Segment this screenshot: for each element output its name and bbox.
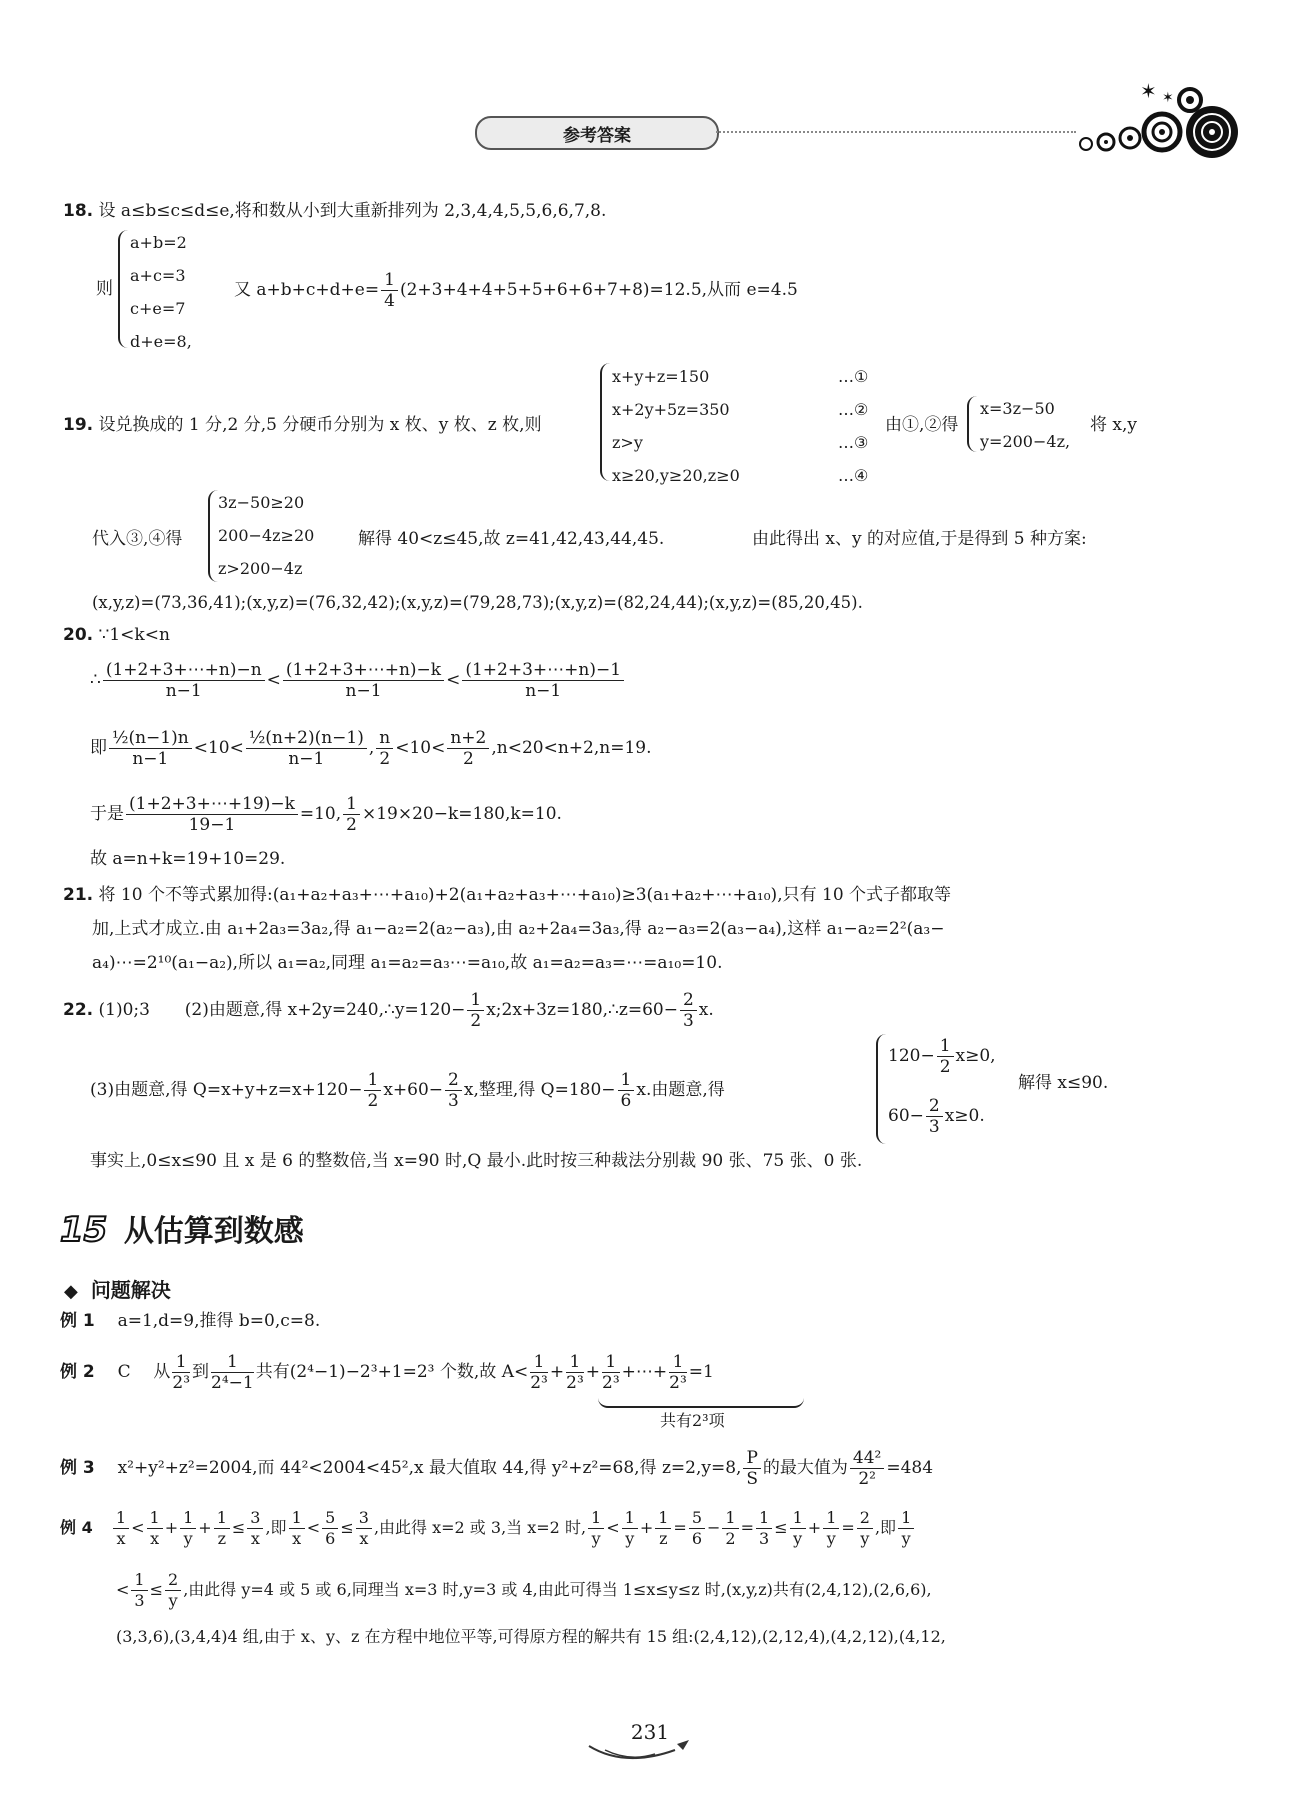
fraction: $\frac{P}{S}$ bbox=[743, 1448, 760, 1489]
example-4-line3: (3,3,6),(3,4,4)4 组,由于 x、y、z 在方程中地位平等,可得原方程的解共有 15 组:(2,4,12),(2,12,4),(4,2,12),(4,12, bbox=[116, 1627, 946, 1646]
fraction: $\frac{1}{2}$ bbox=[343, 794, 360, 835]
fraction: $\frac{1}{\text{2³}}$ bbox=[566, 1352, 584, 1393]
fraction: $\frac{1}{x}$ bbox=[113, 1508, 129, 1549]
q18-brace bbox=[118, 230, 128, 348]
q19-solve: 解得 40<z≤45,故 z=41,42,43,44,45. bbox=[358, 529, 665, 549]
fraction: $\frac{1}{y}$ bbox=[898, 1508, 914, 1549]
q22-line1: 22. (1)0;3 (2)由题意,得 x+2y=240,∴y=120− $\frac{1}{2}$ x;2x+3z=180,∴z=60− $\frac{2}{3}$ x. bbox=[63, 990, 714, 1031]
fraction: $\frac{1}{x}$ bbox=[147, 1508, 163, 1549]
q20-line4: 于是 $\frac{(1+2+3+\cdots+19)-k}{19-1}$ =10, $\frac{1}{2}$ ×19×20−k=180,k=10. bbox=[90, 794, 562, 835]
math-text: + bbox=[164, 1518, 179, 1537]
q21-line2: 加,上式才成立.由 a₁+2a₃=3a₂,得 a₁−a₂=2(a₂−a₃),由 a₂+2a₄=3a₃,得 a₂−a₃=2(a₃−a₄),这样 a₁−a₂=2²(a₃− bbox=[92, 919, 945, 939]
fraction: $\frac{2}{3}$ bbox=[680, 990, 697, 1031]
fraction: $\frac{2}{3}$ bbox=[445, 1070, 462, 1111]
q19-lead2: 代入③,④得 bbox=[92, 529, 183, 549]
fraction: $\frac{1}{y}$ bbox=[180, 1508, 196, 1549]
q20-line2: ∴ $\frac{(1+2+3+\cdots+n)-n}{n-1}$ < $\frac{(1+2+3+\cdots+n)-k}{n-1}$ < $\frac{(1+2+3+\cdots+n)-1}{n-1}$ bbox=[90, 660, 626, 701]
fraction: $\frac{1}{y}$ bbox=[622, 1508, 638, 1549]
fraction: $\frac{1}{3}$ bbox=[756, 1508, 772, 1549]
math-text: + bbox=[807, 1518, 822, 1537]
math-text: − bbox=[707, 1518, 721, 1537]
q22-brace bbox=[876, 1034, 886, 1144]
math-text: = bbox=[841, 1518, 855, 1537]
fraction: $\frac{1}{2}$ bbox=[722, 1508, 738, 1549]
fraction: $\frac{1}{y}$ bbox=[790, 1508, 806, 1549]
fraction: $\frac{1}{z}$ bbox=[655, 1508, 671, 1549]
q20-line3: 即 $\frac{\text{½(n−1)n}}{n-1}$ <10< $\frac{\text{½(n+2)(n−1)}}{n-1}$ , $\frac{n}{2}$ <10< $\frac{n+2}{2}$ ,n<20<n+2,n=19. bbox=[90, 728, 652, 769]
q19-system3: 3z−50≥20 200−4z≥20 z>200−4z bbox=[218, 493, 315, 578]
fraction: $\frac{2}{y}$ bbox=[857, 1508, 873, 1549]
math-text: ,即 bbox=[265, 1518, 287, 1537]
q22-ineq2: 60− $\frac{2}{3}$ x≥0. bbox=[888, 1096, 985, 1137]
example-4-line2: < $\frac{1}{3}$ ≤ $\frac{2}{y}$ ,由此得 y=4 或 5 或 6,同理当 x=3 时,y=3 或 4,由此可得当 1≤x≤y≤z 时,(x,y,z)共有(2,4,12),(2,6,6), bbox=[116, 1570, 932, 1610]
q19-answer: (x,y,z)=(73,36,41);(x,y,z)=(76,32,42);(x,y,z)=(79,28,73);(x,y,z)=(82,24,44);(x,y,z)=(85,20,45). bbox=[92, 593, 863, 612]
fraction: $\frac{\text{½(n+2)(n−1)}}{n-1}$ bbox=[246, 728, 367, 769]
q19-tags: …① …② …③ …④ bbox=[838, 367, 869, 485]
q19-mid: 由①,②得 bbox=[885, 415, 959, 435]
math-text: < bbox=[306, 1518, 321, 1537]
q19-intro: 19. 设兑换成的 1 分,2 分,5 分硬币分别为 x 枚、y 枚、z 枚,则 bbox=[63, 415, 542, 435]
math-text: = bbox=[673, 1518, 687, 1537]
section-heading bbox=[60, 1206, 304, 1250]
underbrace bbox=[598, 1392, 804, 1408]
q22-solve: 解得 x≤90. bbox=[1018, 1073, 1109, 1093]
q20-last: 故 a=n+k=19+10=29. bbox=[90, 849, 286, 869]
q18-lead: 则 bbox=[96, 279, 113, 299]
q21-line1: 21. 将 10 个不等式累加得:(a₁+a₂+a₃+⋯+a₁₀)+2(a₁+a₂+a₃+⋯+a₁₀)≥3(a₁+a₂+⋯+a₁₀),只有 10 个式子都取等 bbox=[63, 885, 952, 905]
math-text: < bbox=[606, 1518, 620, 1537]
diamond-bullet-icon: ◆ bbox=[64, 1281, 78, 1302]
math-text: ≤ bbox=[774, 1518, 788, 1537]
svg-text:✶: ✶ bbox=[1140, 79, 1157, 103]
fraction: $\frac{2}{3}$ bbox=[926, 1096, 943, 1137]
fraction: $\frac{1}{y}$ bbox=[588, 1508, 604, 1549]
fraction: $\frac{1}{2}$ bbox=[467, 990, 484, 1031]
page-number: 231 bbox=[630, 1720, 670, 1744]
math-text: + bbox=[639, 1518, 654, 1537]
fraction: $\frac{1}{\text{2³}}$ bbox=[602, 1352, 620, 1393]
q19-brace bbox=[600, 363, 610, 481]
fraction: $\frac{1}{x}$ bbox=[289, 1508, 305, 1549]
example-2: 例 2 C 从 $\frac{1}{\text{2³}}$ 到 $\frac{1}{\text{2⁴−1}}$ 共有(2⁴−1)−2³+1=2³ 个数,故 A< $\frac{1}{\text{2³}}$ + $\frac{1}{\text{2³}}$ + $\frac{1}{\text{2³}}$ +⋯+ $\frac{1}{\text{2³}}$ =1 bbox=[60, 1352, 714, 1393]
fraction: $\frac{2}{y}$ bbox=[165, 1570, 181, 1611]
q19-tail: 将 x,y bbox=[1090, 415, 1137, 435]
example-1: 例 1 a=1,d=9,推得 b=0,c=8. bbox=[60, 1311, 321, 1331]
math-text: ,由此得 x=2 或 3,当 x=2 时, bbox=[373, 1518, 587, 1537]
decorative-circles-icon bbox=[1070, 70, 1250, 165]
math-text: ,即 bbox=[874, 1518, 897, 1537]
fraction: $\frac{1}{\text{2³}}$ bbox=[669, 1352, 687, 1393]
fraction: $\frac{5}{6}$ bbox=[322, 1508, 338, 1549]
fraction: $\frac{1}{\text{2³}}$ bbox=[530, 1352, 548, 1393]
q19-solve2: 由此得出 x、y 的对应值,于是得到 5 种方案: bbox=[752, 529, 1087, 549]
fraction: $\frac{1}{\text{2³}}$ bbox=[172, 1352, 191, 1393]
header-title-text: 参考答案 bbox=[563, 125, 631, 146]
fraction: $\frac{1}{\text{2⁴−1}}$ bbox=[211, 1352, 254, 1393]
q20-line1: 20. ∵1<k<n bbox=[63, 625, 170, 645]
section-title: 从估算到数感 bbox=[123, 1214, 304, 1249]
fraction: $\frac{5}{6}$ bbox=[689, 1508, 705, 1549]
fraction: $\frac{n+2}{2}$ bbox=[447, 728, 489, 769]
example-3: 例 3 x²+y²+z²=2004,而 44²<2004<45²,x 最大值取 44,得 y²+z²=68,得 z=2,y=8, $\frac{P}{S}$ 的最大值为 $\frac{\text{44²}}{\text{2²}}$ =484 bbox=[60, 1448, 934, 1489]
fraction: $\frac{\text{½(n−1)n}}{n-1}$ bbox=[109, 728, 192, 769]
fraction: $\frac{1}{4}$ bbox=[381, 270, 398, 311]
underbrace-label: 共有2³项 bbox=[660, 1411, 725, 1430]
fraction: $\frac{(1+2+3+\cdots+n)-k}{n-1}$ bbox=[283, 660, 444, 701]
q22-ineq1: 120− $\frac{1}{2}$ x≥0, bbox=[888, 1036, 996, 1077]
q18-intro: 18. 设 a≤b≤c≤d≤e,将和数从小到大重新排列为 2,3,4,4,5,5,6,6,7,8. bbox=[63, 201, 607, 221]
q22-line2: (3)由题意,得 Q=x+y+z=x+120− $\frac{1}{2}$ x+60− $\frac{2}{3}$ x,整理,得 Q=180− $\frac{1}{6}$ x.由题意,得 bbox=[90, 1070, 725, 1111]
math-text: + bbox=[198, 1518, 212, 1537]
fraction: $\frac{1}{y}$ bbox=[823, 1508, 839, 1549]
q19-system: x+y+z=150 x+2y+5z=350 z>y x≥20,y≥20,z≥0 bbox=[612, 367, 740, 485]
fraction: $\frac{(1+2+3+\cdots+n)-1}{n-1}$ bbox=[462, 660, 624, 701]
fraction: $\frac{1}{2}$ bbox=[937, 1036, 954, 1077]
q19-system2: x=3z−50 y=200−4z, bbox=[980, 399, 1071, 451]
svg-text:✶: ✶ bbox=[1162, 90, 1174, 106]
math-text: ≤ bbox=[231, 1518, 246, 1537]
fraction: $\frac{(1+2+3+\cdots+19)-k}{19-1}$ bbox=[126, 794, 298, 835]
math-text: < bbox=[131, 1518, 145, 1537]
fraction: $\frac{\text{44²}}{\text{2²}}$ bbox=[850, 1448, 884, 1489]
fraction: $\frac{(1+2+3+\cdots+n)-n}{n-1}$ bbox=[103, 660, 265, 701]
header-title bbox=[475, 116, 719, 150]
math-text: = bbox=[740, 1518, 754, 1537]
fraction: $\frac{3}{x}$ bbox=[247, 1508, 263, 1549]
q18-system: a+b=2 a+c=3 c+e=7 d+e=8, bbox=[130, 233, 192, 351]
fraction: $\frac{1}{3}$ bbox=[131, 1570, 147, 1611]
math-text: ≤ bbox=[340, 1518, 354, 1537]
example-4-line1: 例 4 $\frac{1}{x}$ < $\frac{1}{x}$ + $\frac{1}{y}$ + $\frac{1}{z}$ ≤ $\frac{3}{x}$ ,即 $\frac{1}{x}$ < $\frac{5}{6}$ ≤ $\frac{3}{x}$ ,由此得 x=2 或 3,当 x=2 时, $\frac{1}{y}$ < $\frac{1}{y}$ + $\frac{1}{z}$ = $\frac{5}{6}$ − $\frac{1}{2}$ = $\frac{1}{3}$ ≤ $\frac{1}{y}$ + $\frac{1}{y}$ = $\frac{2}{y}$ ,即 $\frac{1}{y}$ bbox=[60, 1508, 916, 1549]
q22-line4: 事实上,0≤x≤90 且 x 是 6 的整数倍,当 x=90 时,Q 最小.此时按三种裁法分别裁 90 张、75 张、0 张. bbox=[90, 1151, 863, 1171]
q21-line3: a₄)⋯=2¹⁰(a₁−a₂),所以 a₁=a₂,同理 a₁=a₂=a₃⋯=a₁₀,故 a₁=a₂=a₃=⋯=a₁₀=10. bbox=[92, 953, 723, 973]
fraction: $\frac{1}{2}$ bbox=[364, 1070, 381, 1111]
header-dotted-line bbox=[716, 131, 1076, 133]
fraction: $\frac{3}{x}$ bbox=[356, 1508, 372, 1549]
q18-sum-line: 又 a+b+c+d+e= $\frac{1}{4}$ (2+3+4+4+5+5+6+6+7+8)=12.5,从而 e=4.5 bbox=[234, 270, 798, 311]
fraction: $\frac{n}{2}$ bbox=[376, 728, 393, 769]
swoosh-icon bbox=[585, 1740, 695, 1774]
section-number: 15 bbox=[60, 1210, 108, 1250]
q19-brace2 bbox=[967, 396, 977, 452]
q19-brace3 bbox=[208, 490, 218, 582]
fraction: $\frac{1}{z}$ bbox=[214, 1508, 230, 1549]
subsection-heading: ◆ 问题解决 bbox=[64, 1278, 171, 1302]
fraction: $\frac{1}{6}$ bbox=[618, 1070, 635, 1111]
